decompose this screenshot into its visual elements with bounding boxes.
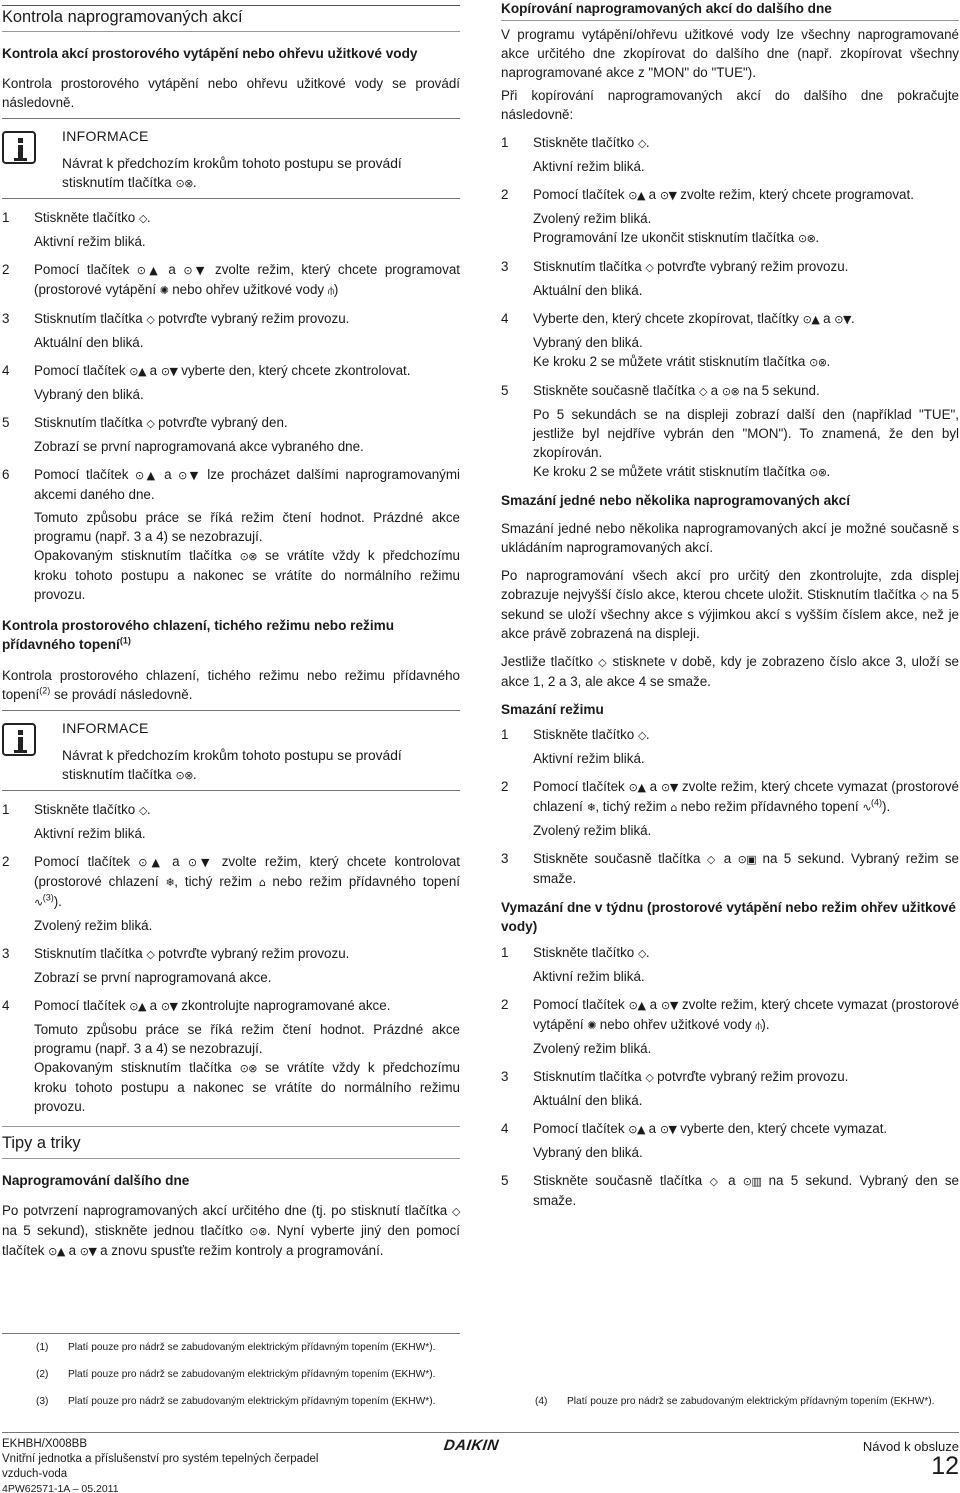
ok-icon: ◇	[645, 1071, 654, 1084]
manual-label: Návod k obsluze	[862, 1439, 959, 1454]
delete-actions-title: Smazání jedné nebo několika naprogramovaných akcí	[501, 493, 851, 508]
clock-icon: ⊙▣	[737, 853, 757, 866]
delete-mode-title: Smazání režimu	[501, 702, 604, 717]
down-icon: ⊙▼	[660, 781, 679, 794]
step2-1: 1 Stiskněte tlačítko ◇. Aktivní režim bliká.	[2, 802, 151, 841]
back-clock-icon: ⊙⊗	[175, 177, 193, 190]
footnote-2: (2) Platí pouze pro nádrž se zabudovaným elektrickým přídavným topením (EKHW*).	[36, 1369, 436, 1380]
down-icon: ⊙▼	[160, 365, 178, 378]
down-icon: ⊙▼	[79, 1245, 97, 1258]
footnote-3: (3) Platí pouze pro nádrž se zabudovaným elektrickým přídavným topením (EKHW*).	[36, 1396, 436, 1407]
step-4: 4 Pomocí tlačítek ⊙▲ a ⊙▼ vyberte den, který chcete zkontrolovat. Vybraný den bliká.	[2, 363, 411, 402]
up-icon: ⊙▲	[628, 1123, 645, 1136]
up-icon: ⊙▲	[628, 781, 646, 794]
quiet-icon: ⌂	[670, 801, 677, 814]
intro-paragraph-2: Kontrola prostorového chlazení, tichého režimu nebo režimu přídavného topení$^{(2)}$ se provádí následovně.	[2, 668, 460, 702]
delete-p1: Smazání jedné nebo několika naprogramovaných akcí je možné současně s ukládáním naprogramovaných akcí.	[501, 521, 959, 555]
up-icon: ⊙▲	[628, 999, 646, 1012]
back-clock-icon: ⊙⊗	[239, 1062, 258, 1075]
section-title: Kontrola naprogramovaných akcí	[2, 8, 243, 26]
aux-heater-icon: ∿	[34, 896, 43, 909]
ok-icon: ◇	[637, 947, 646, 960]
tips-title: Tipy a triky	[2, 1134, 81, 1152]
down-icon: ⊙▼	[183, 264, 208, 277]
clock-icon: ⊙▥	[742, 1175, 762, 1188]
up-icon: ⊙▲	[129, 365, 146, 378]
model-code: EKHBH/X008BB	[2, 1438, 88, 1450]
back-clock-icon: ⊙⊗	[239, 550, 258, 563]
info-title: INFORMACE	[62, 128, 149, 144]
down-icon: ⊙▼	[659, 189, 677, 202]
up-icon: ⊙▲	[129, 1000, 146, 1013]
ok-icon: ◇	[452, 1205, 460, 1218]
water-icon: ⫛	[327, 284, 334, 297]
back-clock-icon: ⊙⊗	[809, 356, 827, 369]
heading-check-cooling: Kontrola prostorového chlazení, tichého režimu nebo režimu přídavného topení$^{(1)}$	[2, 618, 395, 652]
copy-intro-2: Při kopírování naprogramovaných akcí do dalšího dne pokračujte následovně:	[501, 88, 959, 122]
ok-icon: ◇	[637, 137, 646, 150]
footnote-rule	[2, 1333, 460, 1334]
up-icon: ⊙▲	[48, 1245, 65, 1258]
ok-icon: ◇	[706, 853, 718, 866]
step2-3: 3 Stisknutím tlačítka ◇ potvrďte vybraný režim provozu. Zobrazí se první naprogramovaná akce.	[2, 946, 350, 985]
step-5: 5 Stisknutím tlačítka ◇ potvrďte vybraný den. Zobrazí se první naprogramovaná akce vybraného dne.	[2, 415, 364, 454]
up-icon: ⊙▲	[136, 264, 161, 277]
back-clock-icon: ⊙⊗	[249, 1225, 267, 1238]
delete-p3: Jestliže tlačítko ◇ stisknete v době, kdy je zobrazeno číslo akce 3, uloží se akce 1, 2 a 3, ale akce 4 se smaže.	[501, 654, 960, 689]
daikin-logo: DAIKIN	[442, 1437, 500, 1454]
page-number: 12	[931, 1452, 959, 1480]
step2-2: 2 Pomocí tlačítek ⊙▲ a ⊙▼ zvolte režim, který chcete kontrolovat (prostorové chlazení ❄, tichý režim ⌂ nebo režim přídavného topení ∿$^{(3)}$). Zvolený režim bliká.	[2, 854, 460, 933]
cooling-icon: ❄	[165, 876, 175, 889]
info-icon	[2, 723, 36, 756]
back-clock-icon: ⊙⊗	[721, 385, 740, 398]
up-icon: ⊙▲	[138, 856, 164, 869]
down-icon: ⊙▼	[660, 999, 679, 1012]
back-clock-icon: ⊙⊗	[809, 466, 827, 479]
copy-step-5: 5 Stiskněte současně tlačítka ◇ a ⊙⊗ na 5 sekund. Po 5 sekundách se na displeji zobrazí další den (například "TUE", jestliže byl nejdříve vybrán den "MON"). To znamená, že den byl zkopírován. Ke kroku 2 se můžete vrátit stisknutím tlačítka ⊙⊗.	[501, 383, 959, 479]
ok-icon: ◇	[637, 729, 646, 742]
up-icon: ⊙▲	[802, 313, 820, 326]
step-2: 2 Pomocí tlačítek ⊙▲ a ⊙▼ zvolte režim, který chcete programovat (prostorové vytápění ✺ nebo ohřev užitkové vody ⫛)	[2, 262, 460, 297]
back-clock-icon: ⊙⊗	[797, 232, 816, 245]
up-icon: ⊙▲	[628, 189, 645, 202]
copy-step-3: 3 Stisknutím tlačítka ◇ potvrďte vybraný režim provozu. Aktuální den bliká.	[501, 259, 849, 298]
delmode-step-2: 2 Pomocí tlačítek ⊙▲ a ⊙▼ zvolte režim, který chcete vymazat (prostorové chlazení ❄, tichý režim ⌂ nebo režim přídavného topení ∿$^{(4)}$). Zvolený režim bliká.	[501, 779, 959, 838]
delday-step-2: 2 Pomocí tlačítek ⊙▲ a ⊙▼ zvolte režim, který chcete vymazat (prostorové vytápění ✺ nebo ohřev užitkové vody ⫛). Zvolený režim bliká.	[501, 997, 959, 1056]
footnote-1: (1) Platí pouze pro nádrž se zabudovaným elektrickým přídavným topením (EKHW*).	[36, 1342, 436, 1353]
intro-paragraph: Kontrola prostorového vytápění nebo ohřevu užitkové vody se provádí následovně.	[2, 76, 460, 110]
down-icon: ⊙▼	[178, 469, 201, 482]
down-icon: ⊙▼	[659, 1123, 677, 1136]
copy-intro: V programu vytápění/ohřevu užitkové vody lze všechny naprogramované akce určitého dne zkopírovat do dalšího dne (např. zkopírovat všechny naprogramované akce z "MON" do "TUE").	[501, 27, 959, 80]
footer-desc-2: vzduch-voda	[2, 1468, 68, 1480]
footer-desc-1: Vnitřní jednotka a příslušenství pro systém tepelných čerpadel	[2, 1453, 319, 1465]
footer-left	[2, 1437, 318, 1493]
down-icon: ⊙▼	[834, 313, 851, 326]
step-3: 3 Stisknutím tlačítka ◇ potvrďte vybraný režim provozu. Aktuální den bliká.	[2, 311, 350, 350]
next-day-text: Po potvrzení naprogramovaných akcí určitého dne (tj. po stisknutí tlačítka ◇ na 5 sekund), stiskněte jednou tlačítko ⊙⊗. Nyní vyberte jiný den pomocí tlačítek ⊙▲ a ⊙▼ a znovu spusťte režim kontroly a programování.	[2, 1203, 461, 1258]
delete-day-title: Vymazání dne v týdnu (prostorové vytápění nebo režim ohřev užitkové vody)	[501, 900, 956, 934]
heating-icon: ✺	[159, 284, 169, 297]
info-box	[2, 127, 460, 193]
delmode-step-1: 1 Stiskněte tlačítko ◇. Aktivní režim bliká.	[501, 727, 650, 766]
info-box-2: INFORMACE Návrat k předchozím krokům tohoto postupu se provádí stisknutím tlačítka ⊙⊗.	[2, 719, 460, 785]
ok-icon: ◇	[598, 656, 608, 669]
ok-icon: ◇	[698, 385, 707, 398]
delday-step-3: 3 Stisknutím tlačítka ◇ potvrďte vybraný režim provozu. Aktuální den bliká.	[501, 1069, 849, 1108]
ok-icon: ◇	[138, 212, 147, 225]
step-1: 1 Stiskněte tlačítko ◇. Aktivní režim bliká.	[2, 210, 151, 249]
footer-rule	[2, 1432, 959, 1433]
up-icon: ⊙▲	[135, 469, 158, 482]
divider	[2, 31, 460, 32]
info-icon	[2, 131, 36, 164]
quiet-icon: ⌂	[259, 876, 266, 889]
ok-icon: ◇	[709, 1175, 721, 1188]
back-clock-icon: ⊙⊗	[175, 769, 193, 782]
cooling-icon: ❄	[586, 801, 596, 814]
heating-icon: ✺	[587, 1019, 597, 1032]
copy-title: Kopírování naprogramovaných akcí do dalšího dne	[501, 1, 832, 16]
top-rule	[2, 5, 460, 6]
copy-step-4: 4 Vyberte den, který chcete zkopírovat, tlačítky ⊙▲ a ⊙▼. Vybraný den bliká. Ke kroku 2 se můžete vrátit stisknutím tlačítka ⊙⊗.	[501, 311, 855, 369]
ok-icon: ◇	[146, 417, 155, 430]
delmode-step-3: 3 Stiskněte současně tlačítka ◇ a ⊙▣ na 5 sekund. Vybraný režim se smaže.	[501, 851, 960, 886]
doc-code: 4PW62571-1A – 05.2011	[2, 1483, 119, 1493]
aux-heater-icon: ∿	[862, 801, 872, 814]
ok-icon: ◇	[645, 261, 654, 274]
step2-4: 4 Pomocí tlačítek ⊙▲ a ⊙▼ zkontrolujte naprogramované akce. Tomuto způsobu práce se říká režim čtení hodnot. Prázdné akce programu (např. 3 a 4) se nezobrazují. Opakovaným stisknutím tlačítka ⊙⊗ se vrátíte vždy k předchozímu kroku tohoto postupu a nakonec se vrátíte do normálního režimu provozu.	[2, 998, 460, 1114]
ok-icon: ◇	[138, 804, 147, 817]
next-day-title: Naprogramování dalšího dne	[2, 1173, 190, 1188]
ok-icon: ◇	[146, 948, 155, 961]
info-text: Návrat k předchozím krokům tohoto postupu se provádí stisknutím tlačítka ⊙⊗.	[62, 156, 402, 190]
ok-icon: ◇	[146, 313, 155, 326]
delday-step-4: 4 Pomocí tlačítek ⊙▲ a ⊙▼ vyberte den, který chcete vymazat. Vybraný den bliká.	[501, 1121, 888, 1160]
copy-step-1: 1 Stiskněte tlačítko ◇. Aktivní režim bliká.	[501, 135, 650, 174]
copy-step-2: 2 Pomocí tlačítek ⊙▲ a ⊙▼ zvolte režim, který chcete programovat. Zvolený režim bliká. Programování lze ukončit stisknutím tlačítka ⊙⊗.	[501, 187, 914, 245]
heading-check-heating: Kontrola akcí prostorového vytápění nebo ohřevu užitkové vody	[2, 46, 418, 61]
delday-step-1: 1 Stiskněte tlačítko ◇. Aktivní režim bliká.	[501, 945, 650, 984]
step-6: 6 Pomocí tlačítek ⊙▲ a ⊙▼ lze procházet dalšími naprogramovanými akcemi daného dne. Tomuto způsobu práce se říká režim čtení hodnot. Prázdné akce programu (např. 3 a 4) se nezobrazují. Opakovaným stisknutím tlačítka ⊙⊗ se vrátíte vždy k předchozímu kroku tohoto postupu a nakonec se vrátíte do normálního režimu provozu.	[2, 467, 460, 602]
down-icon: ⊙▼	[160, 1000, 178, 1013]
delday-step-5: 5 Stiskněte současně tlačítka ◇ a ⊙▥ na 5 sekund. Vybraný den se smaže.	[501, 1173, 960, 1208]
down-icon: ⊙▼	[187, 856, 214, 869]
footnote-4: (4) Platí pouze pro nádrž se zabudovaným elektrickým přídavným topením (EKHW*).	[535, 1396, 935, 1407]
delete-p2: Po naprogramování všech akcí pro určitý den zkontrolujte, zda displej zobrazuje nejvyšší číslo akce, kterou chcete uložit. Stisknutím tlačítka ◇ na 5 sekund se uloží všechny akce s výjimkou akcí s vyšším číslem akce, než je akce právě zobrazená na displeji.	[501, 568, 959, 641]
ok-icon: ◇	[920, 589, 929, 602]
water-icon: ⫛	[755, 1019, 762, 1032]
